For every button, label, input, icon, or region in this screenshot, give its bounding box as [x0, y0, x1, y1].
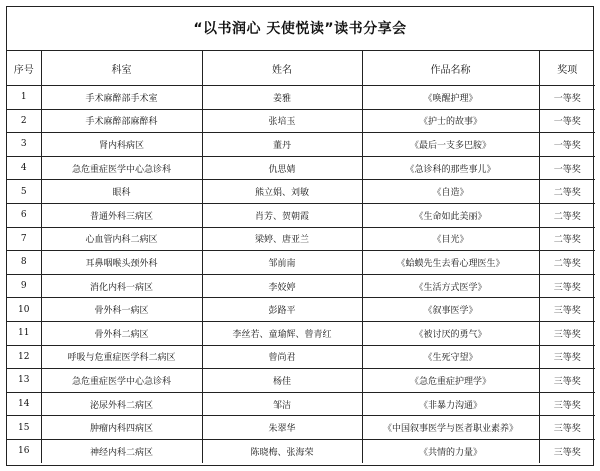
header-award: 奖项 [539, 51, 595, 86]
cell-name: 仇思婧 [202, 156, 362, 180]
cell-department: 骨外科二病区 [41, 321, 202, 345]
cell-award: 一等奖 [539, 109, 595, 133]
cell-number: 5 [7, 180, 41, 204]
cell-work-title: 《中国叙事医学与医者职业素养》 [362, 416, 539, 440]
cell-work-title: 《叙事医学》 [362, 298, 539, 322]
table-row [7, 439, 595, 462]
cell-award: 三等奖 [539, 392, 595, 416]
cell-work-title: 《急诊科的那些事儿》 [362, 156, 539, 180]
header-number: 序号 [7, 51, 41, 86]
cell-name: 邹前南 [202, 251, 362, 275]
cell-award: 三等奖 [539, 416, 595, 440]
cell-name: 邹洁 [202, 392, 362, 416]
cell-work-title: 《蛤蟆先生去看心理医生》 [362, 251, 539, 275]
cell-department: 普通外科三病区 [41, 203, 202, 227]
cell-department: 神经内科二病区 [41, 439, 202, 462]
table-row [7, 298, 595, 322]
table-row [7, 251, 595, 275]
cell-name: 彭路平 [202, 298, 362, 322]
cell-name: 李丝若、童瑜辉、曾青红 [202, 321, 362, 345]
cell-award: 三等奖 [539, 274, 595, 298]
table-row [7, 416, 595, 440]
cell-department: 急危重症医学中心急诊科 [41, 369, 202, 393]
cell-department: 眼科 [41, 180, 202, 204]
cell-department: 肿瘤内科四病区 [41, 416, 202, 440]
header-work-title: 作品名称 [362, 51, 539, 86]
cell-work-title: 《目光》 [362, 227, 539, 251]
cell-work-title: 《唤醒护理》 [362, 86, 539, 110]
cell-award: 二等奖 [539, 227, 595, 251]
cell-department: 肾内科病区 [41, 133, 202, 157]
cell-award: 二等奖 [539, 180, 595, 204]
cell-work-title: 《共情的力量》 [362, 439, 539, 462]
cell-work-title: 《非暴力沟通》 [362, 392, 539, 416]
cell-name: 朱翠华 [202, 416, 362, 440]
cell-department: 心血管内科二病区 [41, 227, 202, 251]
table-row [7, 156, 595, 180]
cell-name: 张培玉 [202, 109, 362, 133]
cell-award: 三等奖 [539, 298, 595, 322]
cell-award: 一等奖 [539, 86, 595, 110]
cell-work-title: 《生死守望》 [362, 345, 539, 369]
table-row [7, 369, 595, 393]
cell-award: 一等奖 [539, 133, 595, 157]
cell-name: 杨佳 [202, 369, 362, 393]
cell-award: 一等奖 [539, 156, 595, 180]
page-title: “以书润心 天使悦读”读书分享会 [7, 7, 593, 51]
cell-award: 三等奖 [539, 369, 595, 393]
cell-number: 4 [7, 156, 41, 180]
cell-award: 二等奖 [539, 203, 595, 227]
table-row [7, 109, 595, 133]
cell-award: 二等奖 [539, 251, 595, 275]
cell-department: 手术麻醉部麻醉科 [41, 109, 202, 133]
award-table-sheet [6, 6, 594, 466]
cell-number: 7 [7, 227, 41, 251]
table-row [7, 203, 595, 227]
cell-work-title: 《被讨厌的勇气》 [362, 321, 539, 345]
cell-department: 骨外科一病区 [41, 298, 202, 322]
cell-work-title: 《生活方式医学》 [362, 274, 539, 298]
cell-work-title: 《最后一支多巴胺》 [362, 133, 539, 157]
cell-name: 姜雅 [202, 86, 362, 110]
cell-number: 3 [7, 133, 41, 157]
cell-number: 10 [7, 298, 41, 322]
table-row [7, 392, 595, 416]
table-row [7, 133, 595, 157]
cell-name: 曾尚君 [202, 345, 362, 369]
cell-award: 三等奖 [553, 447, 581, 458]
cell-name: 李姣婷 [202, 274, 362, 298]
cell-number: 14 [7, 392, 41, 416]
table-row [7, 274, 595, 298]
cell-department: 手术麻醉部手术室 [41, 86, 202, 110]
cell-name: 董丹 [202, 133, 362, 157]
award-table [7, 51, 595, 463]
cell-number: 6 [7, 203, 41, 227]
cell-department: 消化内科一病区 [41, 274, 202, 298]
cell-number: 11 [7, 321, 41, 345]
cell-work-title: 《急危重症护理学》 [362, 369, 539, 393]
cell-number: 13 [7, 369, 41, 393]
table-header-row [7, 51, 595, 86]
table-row [7, 345, 595, 369]
cell-number: 12 [7, 345, 41, 369]
cell-number: 15 [7, 416, 41, 440]
cell-number: 16 [7, 439, 41, 462]
table-row [7, 321, 595, 345]
cell-name: 肖芳、贺朝霞 [202, 203, 362, 227]
cell-number: 8 [7, 251, 41, 275]
cell-name: 熊立娟、刘敏 [202, 180, 362, 204]
cell-department: 耳鼻咽喉头颈外科 [41, 251, 202, 275]
table-row [7, 86, 595, 110]
cell-department: 泌尿外科二病区 [41, 392, 202, 416]
table-row [7, 227, 595, 251]
cell-work-title: 《自造》 [362, 180, 539, 204]
table-row [7, 180, 595, 204]
cell-department: 呼吸与危重症医学科二病区 [41, 345, 202, 369]
cell-work-title: 《护士的故事》 [362, 109, 539, 133]
cell-award: 三等奖 [539, 321, 595, 345]
header-department: 科室 [41, 51, 202, 86]
header-name: 姓名 [202, 51, 362, 86]
cell-number: 9 [7, 274, 41, 298]
cell-work-title: 《生命如此美丽》 [362, 203, 539, 227]
cell-number: 2 [7, 109, 41, 133]
cell-name: 陈晓梅、张海荣 [202, 439, 362, 462]
cell-number: 1 [7, 86, 41, 110]
cell-name: 梁婷、唐亚兰 [202, 227, 362, 251]
cell-award: 三等奖 [539, 345, 595, 369]
cell-department: 急危重症医学中心急诊科 [41, 156, 202, 180]
